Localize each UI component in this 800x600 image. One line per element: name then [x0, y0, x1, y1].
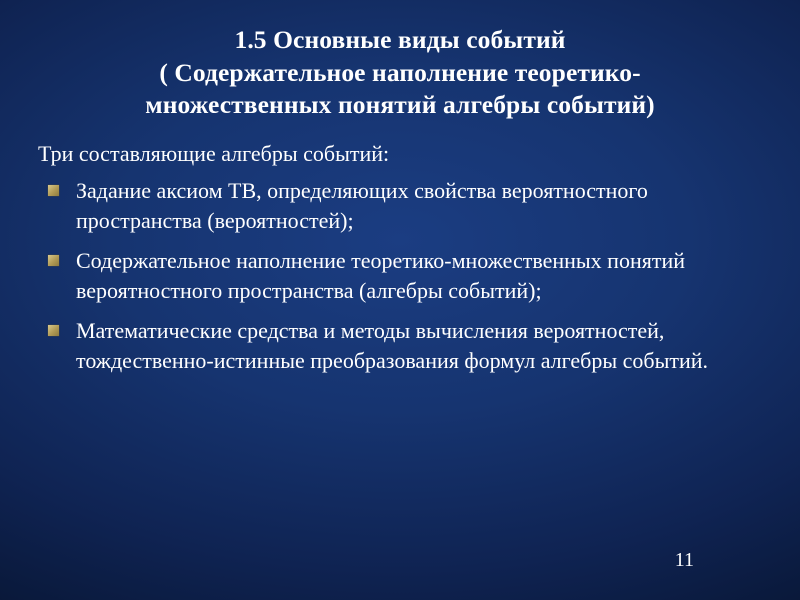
title-line-1: 1.5 Основные виды событий	[234, 25, 566, 54]
square-bullet-icon	[48, 325, 59, 336]
intro-text: Три составляющие алгебры событий:	[38, 140, 390, 166]
list-item-text: Математические средства и методы вычисления вероятностей, тождественно-истинные преобразования формул алгебры событий.	[76, 318, 709, 373]
slide-title	[40, 24, 760, 122]
bullet-list	[30, 176, 774, 375]
title-line-3: множественных понятий алгебры событий)	[145, 90, 655, 120]
page-number: 11	[674, 549, 694, 571]
list-item-text: Задание аксиом ТВ, определяющих свойства вероятностного пространства (вероятностей);	[76, 178, 648, 234]
list-item	[30, 246, 774, 306]
slide-body	[26, 140, 774, 376]
list-item	[30, 176, 774, 236]
square-bullet-icon	[48, 255, 59, 266]
list-item-text: Содержательное наполнение теоретико-множественных понятий вероятностного пространства (алгебры событий);	[76, 248, 686, 304]
list-item	[30, 316, 774, 376]
square-bullet-icon	[48, 185, 59, 196]
title-line-2: ( Содержательное наполнение теоретико-	[159, 57, 641, 87]
